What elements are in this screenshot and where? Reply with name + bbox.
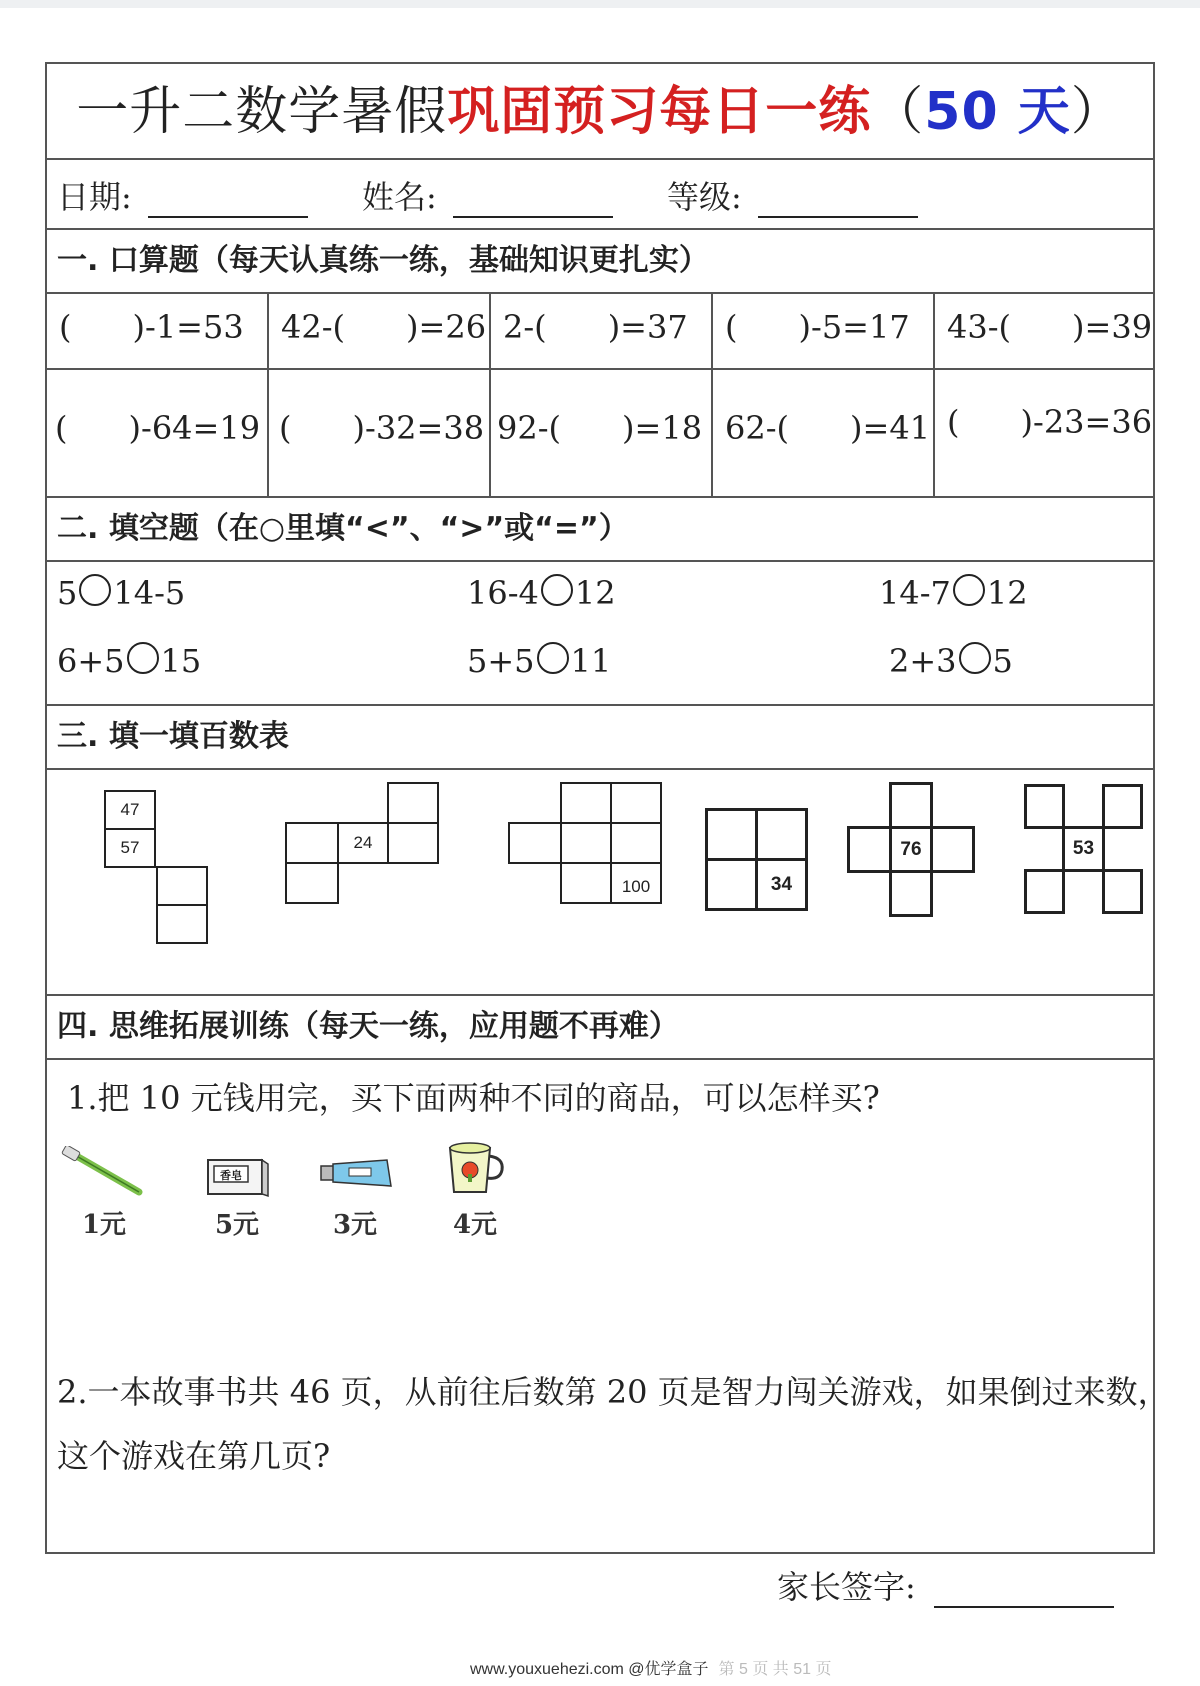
grid-cell-blank[interactable] [610, 782, 662, 824]
grid-cell-blank[interactable] [285, 862, 339, 904]
section-3-header [47, 706, 1153, 770]
grid-cell-blank[interactable] [508, 822, 562, 864]
calc-cell[interactable]: 42-( )=26 [269, 294, 491, 370]
soap-icon [202, 1146, 272, 1200]
word-problems-area [47, 1060, 1170, 1554]
grid-cell-blank[interactable] [560, 862, 612, 904]
toothpaste-icon [313, 1146, 397, 1200]
top-strip [0, 0, 1200, 8]
grid-cell-blank[interactable] [610, 822, 662, 864]
page-footer [470, 1656, 831, 1679]
price-label: 4元 [452, 1210, 498, 1240]
grid-cell-blank[interactable] [560, 822, 612, 864]
calc-cell[interactable]: 62-( )=41 [713, 370, 935, 496]
calc-cell[interactable]: 2-( )=37 [491, 294, 713, 370]
section-1-header [47, 230, 1153, 294]
date-field[interactable]: 日期: [57, 172, 308, 218]
answer-circle[interactable] [79, 574, 111, 606]
grid-cell: 24 [337, 822, 389, 864]
grid-cell: 76 [889, 826, 933, 873]
section-1-title: 一. 口算题（每天认真练一练，基础知识更扎实） [57, 243, 709, 278]
svg-text:香皂: 香皂 [220, 1169, 242, 1182]
grid-cell-blank[interactable] [930, 826, 975, 873]
parent-signature[interactable]: 家长签字: [777, 1562, 1114, 1608]
grid-cell-blank[interactable] [1024, 869, 1065, 914]
answer-circle[interactable] [537, 642, 569, 674]
name-field[interactable]: 姓名: [362, 172, 613, 218]
grid-cell: 57 [104, 828, 156, 868]
question-2-line-2: 这个游戏在第几页? [57, 1437, 331, 1475]
grid-cell-blank[interactable] [387, 782, 439, 824]
mental-math-grid [47, 294, 1153, 498]
grid-cell-blank[interactable] [156, 904, 208, 944]
compare-item: 2+3 5 [889, 642, 1013, 680]
compare-item: 16-4 12 [467, 574, 616, 612]
section-2-title: 二. 填空题（在○里填“<”、“>”或“=”） [57, 511, 629, 546]
title-row [47, 64, 1153, 160]
grid-cell: 53 [1062, 826, 1105, 872]
section-4-header [47, 996, 1153, 1060]
grid-cell-blank[interactable] [755, 808, 808, 861]
grid-cell-blank[interactable] [1102, 784, 1143, 829]
calc-cell[interactable]: ( )-23=36 [947, 403, 1153, 441]
price-label: 1元 [81, 1210, 127, 1240]
answer-circle[interactable] [959, 642, 991, 674]
grid-cell-blank[interactable] [560, 782, 612, 824]
goods-item [197, 1146, 277, 1241]
grid-cell-blank[interactable] [285, 822, 339, 864]
grid-cell: 34 [755, 858, 808, 911]
grid-cell-blank[interactable] [156, 866, 208, 906]
answer-circle[interactable] [541, 574, 573, 606]
compare-item: 5 14-5 [57, 574, 186, 612]
toothbrush-icon [61, 1146, 147, 1200]
grid-cell-blank[interactable] [705, 808, 758, 861]
calc-cell[interactable]: 92-( )=18 [491, 370, 713, 496]
compare-area [47, 562, 1153, 706]
calc-cell[interactable]: ( )-64=19 [47, 370, 269, 496]
footer-site: www.youxuehezi.com @优学盒子 [470, 1661, 709, 1678]
grid-cell-blank[interactable] [847, 826, 892, 873]
grid-cell-blank[interactable] [1102, 869, 1143, 914]
page-title: 一升二数学暑假巩固预习每日一练（50 天） [76, 82, 1124, 142]
cup-icon [440, 1140, 510, 1200]
grid-cell-blank[interactable] [889, 782, 933, 829]
answer-circle[interactable] [953, 574, 985, 606]
goods-item [311, 1146, 399, 1241]
grid-cell-blank[interactable] [1024, 784, 1065, 829]
price-label: 3元 [332, 1210, 378, 1240]
goods-item [433, 1140, 517, 1241]
grade-field[interactable]: 等级: [667, 172, 918, 218]
grid-cell-blank[interactable] [387, 822, 439, 864]
grid-cell-blank[interactable] [705, 858, 758, 911]
compare-item: 14-7 12 [879, 574, 1028, 612]
goods-item [59, 1146, 149, 1241]
compare-item: 5+5 11 [467, 642, 612, 680]
answer-circle[interactable] [127, 642, 159, 674]
calc-cell[interactable]: 43-( )=39 [935, 294, 1153, 370]
grid-cell-blank[interactable] [889, 870, 933, 917]
calc-cell[interactable]: ( )-1=53 [47, 294, 269, 370]
question-1: 1.把 10 元钱用完，买下面两种不同的商品，可以怎样买? [67, 1079, 880, 1117]
calc-cell[interactable]: ( )-5=17 [713, 294, 935, 370]
question-2-line-1: 2.一本故事书共 46 页，从前往后数第 20 页是智力闯关游戏，如果倒过来数， [57, 1373, 1170, 1411]
footer-page: 第 5 页 共 51 页 [718, 1661, 832, 1678]
calc-cell[interactable]: ( )-32=38 [269, 370, 491, 496]
compare-item: 6+5 15 [57, 642, 202, 680]
section-4-title: 四. 思维拓展训练（每天一练，应用题不再难） [57, 1009, 679, 1044]
price-label: 5元 [214, 1210, 260, 1240]
grid-cell: 47 [104, 790, 156, 830]
section-3-title: 三. 填一填百数表 [57, 719, 289, 754]
grid-cell: 100 [610, 862, 662, 904]
section-2-header [47, 498, 1153, 562]
info-row [47, 160, 1153, 230]
worksheet [45, 62, 1170, 1554]
hundred-chart-area [47, 770, 1153, 996]
